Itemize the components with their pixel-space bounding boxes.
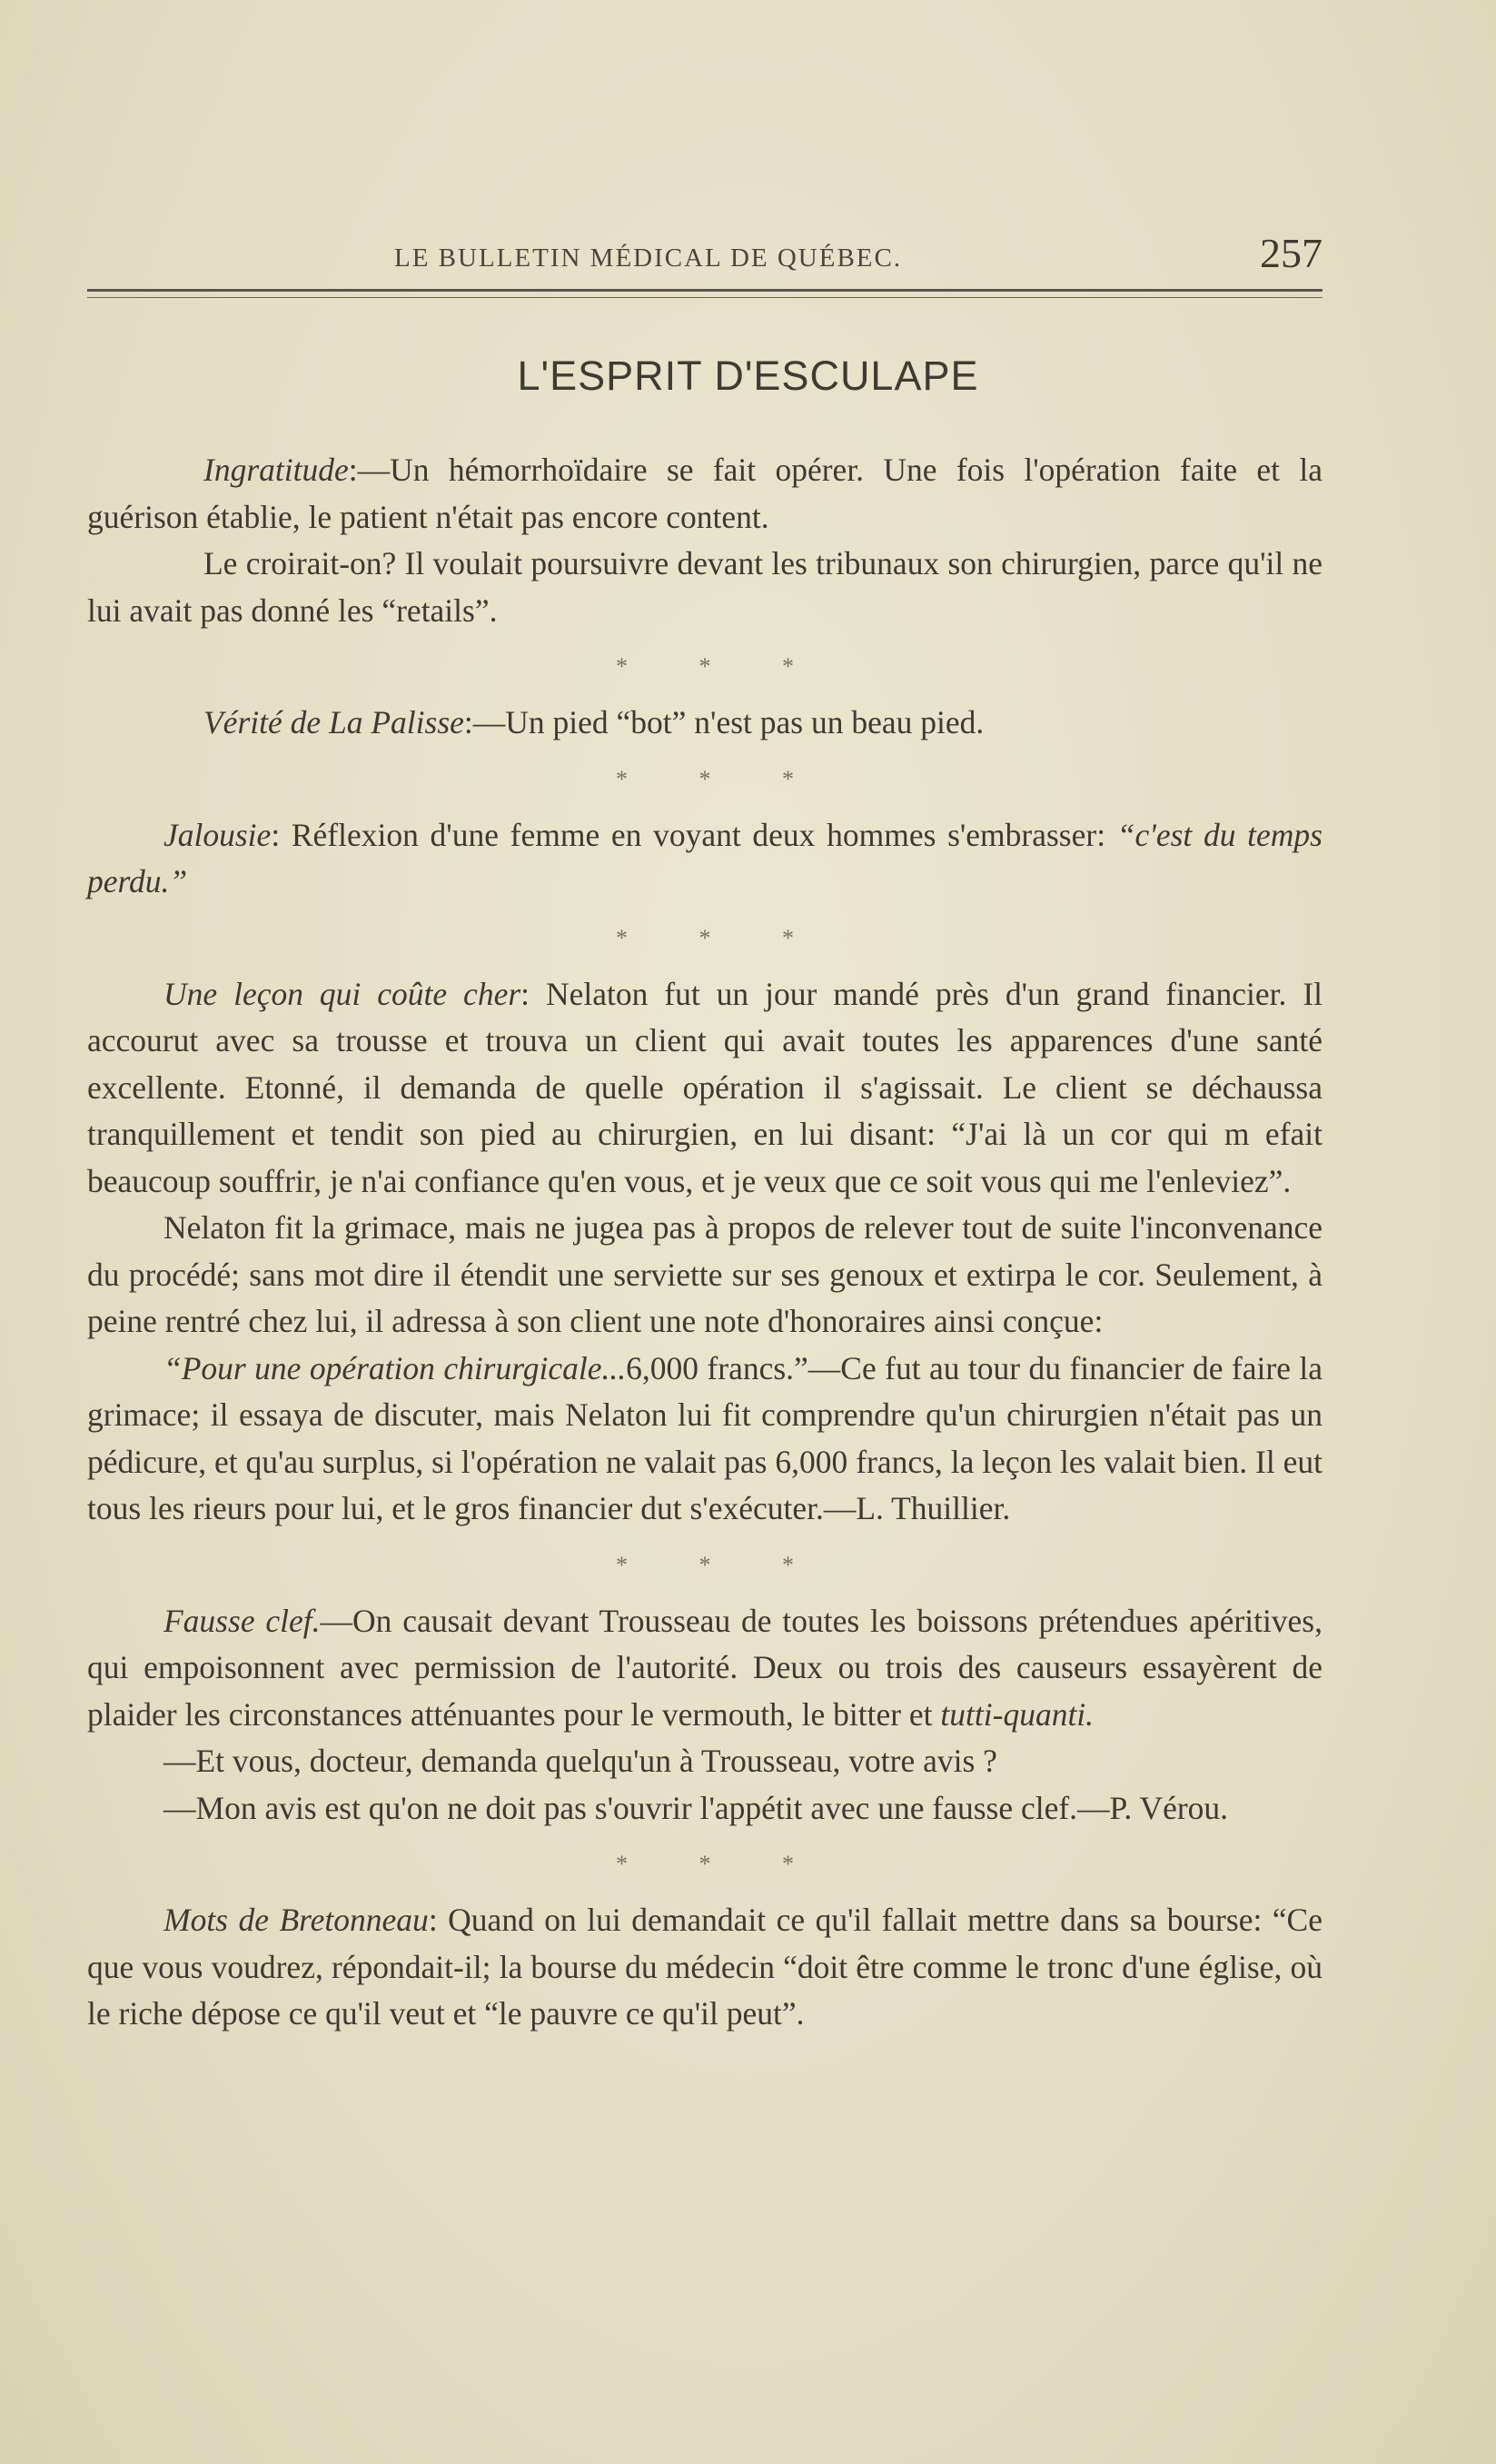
entry-lead: Ingratitude xyxy=(203,452,349,488)
section-separator: * * * xyxy=(616,924,827,951)
paragraph-text: Quand on lui demandait ce qu'il fallait mettre dans sa bourse: “Ce que vous voudrez, répondait-il; la bourse du médecin “doit être comme le tronc d'une église, où le riche dépose ce qu'il veut et “le pauvre ce qu'il peut”. xyxy=(87,1902,1323,2032)
section-separator: * * * xyxy=(616,1851,827,1877)
paragraph-text: Nelaton fut un jour mandé près d'un grand financier. Il accourut avec sa trousse et trouva un client qui avait toutes les apparences d'une santé excellente. Etonné, il demanda de quelle opération il s'agissait. Le client se déchaussa tranquillement et tendit son pied au chirurgien, en lui disant: “J'ai là un cor qui m efait beaucoup souffrir, je n'ai confiance qu'en vous, et je veux que ce soit vous qui me l'enleviez”. xyxy=(87,975,1323,1199)
entry-lead: Jalousie xyxy=(163,816,272,853)
paragraph: Une leçon qui coûte cher: Nelaton fut un jour mandé près d'un grand financier. Il accourut avec sa trousse et trouva un client qui avait toutes les apparences d'une santé excellente. Etonné, il demanda de quelle opération il s'agissait. Le client se déchaussa tranquillement et tendit son pied au chirurgien, en lui disant: “J'ai là un cor qui m efait beaucoup souffrir, je n'ai confiance qu'en vous, et je veux que ce soit vous qui me l'enleviez”. xyxy=(87,975,1323,1199)
section-separator: * * * xyxy=(616,1551,827,1578)
paragraph: Nelaton fit la grimace, mais ne jugea pas à propos de relever tout de suite l'inconvenance du procédé; sans mot dire il étendit une serviette sur ses genoux et extirpa le cor. Seulement, à peine rentré chez lui, il adressa à son client une note d'honoraires ainsi conçue: xyxy=(87,1209,1323,1339)
page-number: 257 xyxy=(1260,230,1323,276)
quote: “c'est du temps perdu.” xyxy=(87,816,1323,899)
entry-lead: Une leçon qui coûte cher xyxy=(163,975,521,1012)
entry-lead: Mots de Bretonneau xyxy=(163,1902,429,1938)
paragraph: Ingratitude:—Un hémorrhoïdaire se fait opérer. Une fois l'opération faite et la guérison établie, le patient n'était pas encore content. xyxy=(87,452,1323,535)
section-separator: * * * xyxy=(616,765,827,792)
paragraph: —Mon avis est qu'on ne doit pas s'ouvrir l'appétit avec une fausse clef.—P. Vérou. xyxy=(163,1789,1229,1826)
paragraph: —Et vous, docteur, demanda quelqu'un à Trousseau, votre avis ? xyxy=(163,1743,997,1779)
paragraph-text: Réflexion d'une femme en voyant deux hommes s'embrasser: xyxy=(291,816,1117,853)
paragraph-text: Un pied “bot” n'est pas un beau pied. xyxy=(505,704,985,740)
page-title: L'ESPRIT D'ESCULAPE xyxy=(517,353,979,399)
entry-lead: Fausse clef. xyxy=(163,1602,321,1639)
paragraph: Jalousie: Réflexion d'une femme en voyant deux hommes s'embrasser: “c'est du temps perdu.” xyxy=(87,816,1323,899)
entry-lead: Vérité de La Palisse xyxy=(203,704,464,740)
paragraph: Le croirait-on? Il voulait poursuivre devant les tribunaux son chirurgien, parce qu'il ne lui avait pas donné les “retails”. xyxy=(87,545,1323,629)
paragraph: Fausse clef.—On causait devant Trousseau de toutes les boissons prétendues apéritives, qui empoisonnent avec permission de l'autorité. Deux ou trois des causeurs essayèrent de plaider les circonstances atténuantes pour le vermouth, le bitter et tutti-quanti. xyxy=(87,1602,1323,1733)
running-head: LE BULLETIN MÉDICAL DE QUÉBEC. xyxy=(394,243,903,273)
header-rule xyxy=(87,289,1323,298)
paragraph-text: Un hémorrhoïdaire se fait opérer. Une fois l'opération faite et la guérison établie, le patient n'était pas encore content. xyxy=(87,452,1323,535)
paragraph-text: 6,000 francs.”—Ce fut au tour du financier de faire la grimace; il essaya de discuter, mais Nelaton lui fit comprendre qu'un chirurgien n'était pas un pédicure, et qu'au surplus, si l'opération ne valait pas 6,000 francs, la leçon les valait bien. Il eut tous les rieurs pour lui, et le gros financier dut s'exécuter.—L. Thuillier. xyxy=(87,1349,1323,1526)
article-body xyxy=(87,447,1323,2038)
page-header xyxy=(87,229,1323,283)
paragraph: Vérité de La Palisse:—Un pied “bot” n'est pas un beau pied. xyxy=(203,704,985,740)
italic-term: tutti-quanti. xyxy=(940,1695,1095,1733)
paragraph xyxy=(87,1346,1323,1533)
paragraph-text: On causait devant Trousseau de toutes les boissons prétendues apéritives, qui empoisonnent avec permission de l'autorité. Deux ou trois des causeurs essayèrent de plaider les circonstances atténuantes pour le vermouth, le bitter et xyxy=(87,1602,1323,1733)
section-separator: * * * xyxy=(616,653,827,680)
quote: “Pour une opération chirurgicale... xyxy=(163,1349,627,1386)
paragraph: Mots de Bretonneau: Quand on lui demandait ce qu'il fallait mettre dans sa bourse: “Ce que vous voudrez, répondait-il; la bourse du médecin “doit être comme le tronc d'une église, où le riche dépose ce qu'il veut et “le pauvre ce qu'il peut”. xyxy=(87,1902,1323,2032)
